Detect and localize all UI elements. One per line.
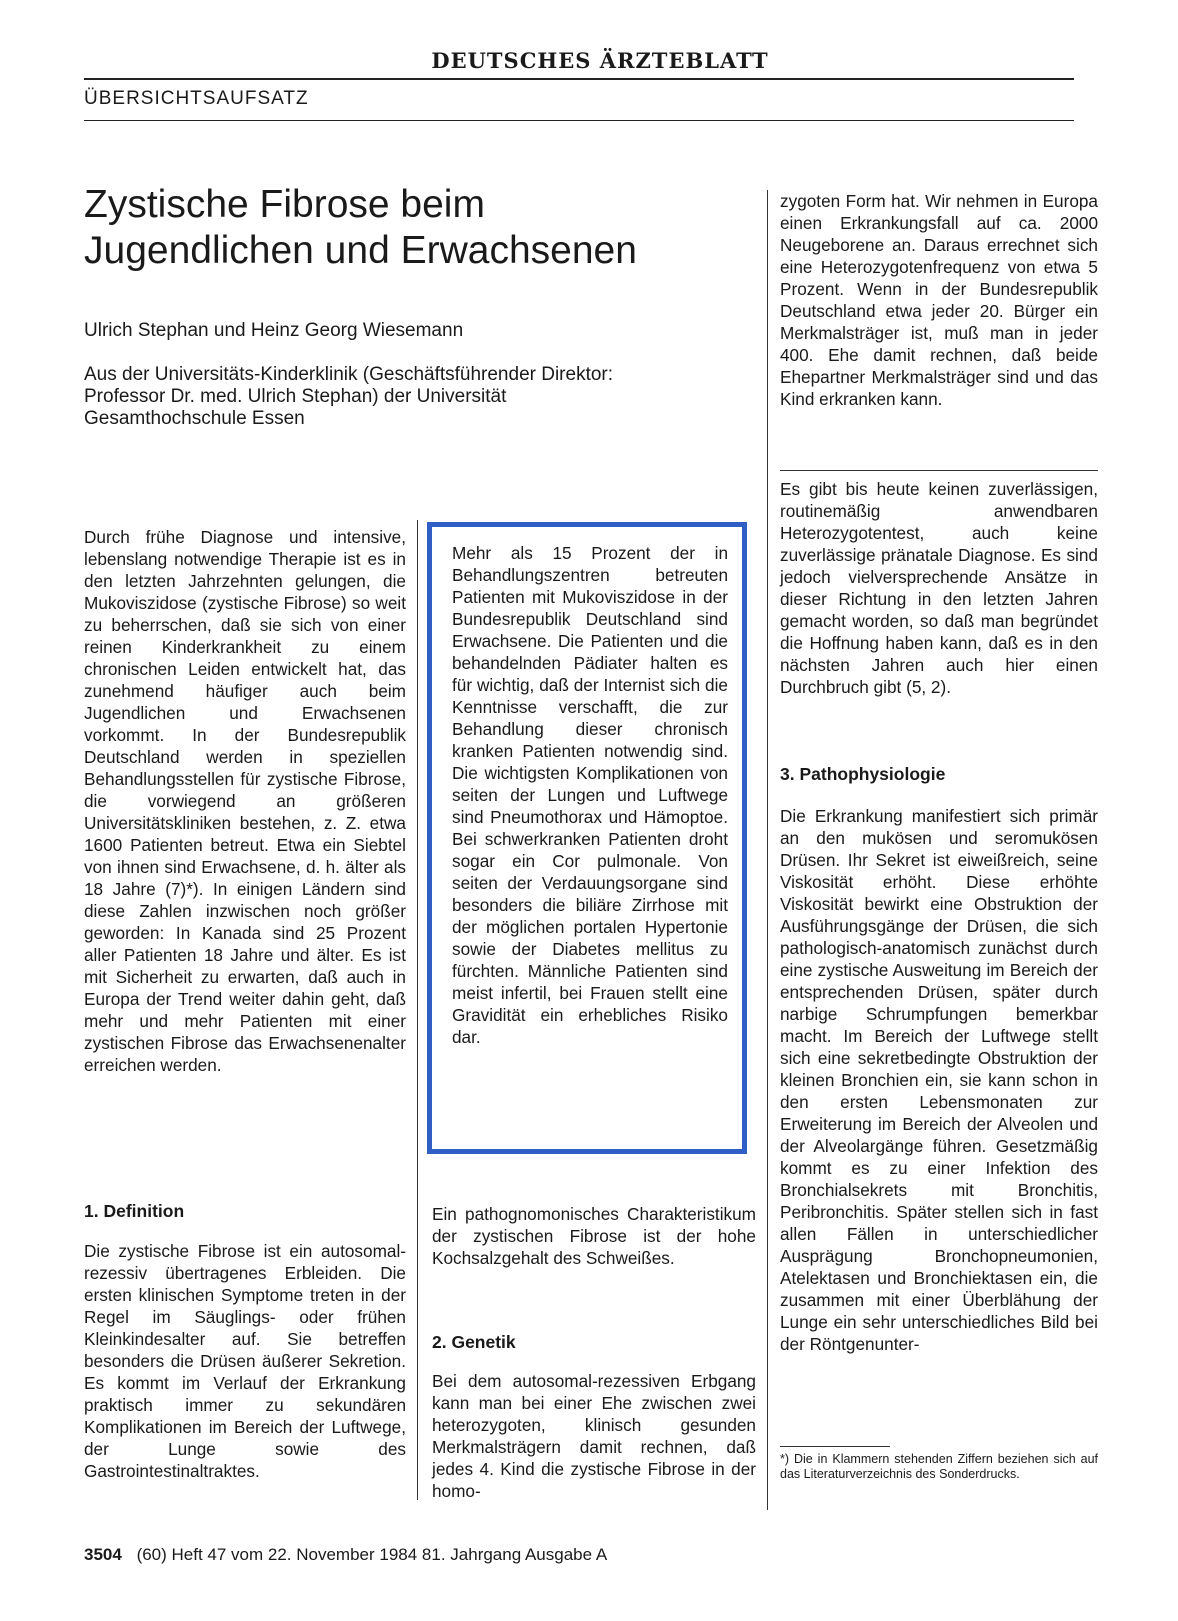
section-3-text: Die Erkrankung manifestiert sich primär an den mukösen und seromukösen Drüsen. Ihr Sekret ist eiweißreich, seine Viskosität erhöht. Diese erhöhte Viskosität bewirkt eine Obstruktion der Ausführungsgänge der Drüsen, die sich pathologisch-anatomisch zunächst durch eine zystische Ausweitung im Bereich der entsprechenden Drüsen, später durch narbige Schrumpfungen bemerkbar macht. Im Bereich der Luftwege stellt sich eine sekretbedingte Obstruktion der kleinen Bronchien ein, sie kann schon in den ersten Lebensmonaten zur Erweiterung im Bereich der Alveolen und der Alveolargänge führen. Gesetzmäßig kommt es zu einer Infektion des Bronchialsekrets mit Bronchitis, Peribronchitis. Später stellen sich in fast allen Fällen in unterschiedlicher Ausprägung Bronchopneumonien, Atelektasen und Bronchiektasen ein, die zusammen mit einer Überblähung der Lunge ein sehr unterschiedliches Bild bei der Röntgenunter- [780,806,1098,1354]
footnote: *) Die in Klammern stehenden Ziffern beziehen sich auf das Literaturverzeichnis des Sonderdrucks. [780,1452,1098,1481]
section-1-text: Die zystische Fibrose ist ein autosomal-rezessiv übertragenes Erbleiden. Die ersten klinischen Symptome treten in der Regel im Säuglings- oder frühen Kleinkindesalter auf. Sie betreffen besonders die Drüsen äußerer Sekretion. Es kommt im Verlauf der Erkrankung praktisch immer zu sekundären Komplikationen im Bereich der Luftwege, der Lunge sowie des Gastrointestinaltraktes. [84,1241,406,1481]
issue-info: (60) Heft 47 vom 22. November 1984 81. Jahrgang Ausgabe A [136,1545,608,1564]
section-2-heading: 2. Genetik [432,1332,516,1352]
genetics-paragraph: Es gibt bis heute keinen zuverlässigen, routinemäßig anwendbaren Heterozygotentest, auch keine zuverlässige pränatale Diagnose. Es sind jedoch vielversprechende Ansätze in dieser Richtung in den letzten Jahren gemacht worden, so daß man begründet die Hoffnung haben kann, daß es in den nächsten Jahren auch hier einen Durchbruch gibt (5, 2). [780,479,1098,697]
header-rule [84,120,1074,121]
page-footer [84,1545,607,1565]
article-title: Zystische Fibrose beim Jugendlichen und Erwachsenen [84,183,637,272]
section-3-heading: 3. Pathophysiologie [780,764,946,784]
masthead-rule [84,78,1074,80]
footnote-rule [780,1446,890,1447]
section-label: ÜBERSICHTSAUFSATZ [84,88,309,109]
summary-box-text: Mehr als 15 Prozent der in Behandlungszentren betreuten Patienten mit Mukoviszidose in der Bundesrepublik Deutschland sind Erwachsene. Die Patienten und die behandelnden Pädiater halten es für wichtig, daß der Internist sich die Kenntnisse verschafft, die zur Behandlung dieser chronisch kranken Patienten notwendig sind. Die wichtigsten Komplikationen von seiten der Lungen und Luftwege sind Pneumothorax und Hämoptoe. Bei schwerkranken Patienten droht sogar ein Cor pulmonale. Von seiten der Verdauungsorgane sind besonders die biliäre Zirrhose mit der möglichen portalen Hypertonie sowie der Diabetes mellitus zu fürchten. Männliche Patienten sind meist infertil, bei Frauen stellt eine Gravidität ein erhebliches Risiko dar. [452,543,728,1047]
intro-paragraph: Durch frühe Diagnose und intensive, lebenslang notwendige Therapie ist es in den letzten Jahrzehnten gelungen, die Mukoviszidose (zystische Fibrose) so weit zu beherrschen, daß sie sich von einer reinen Kinderkrankheit zu einem chronischen Leiden entwickelt hat, das zunehmend häufiger auch beim Jugendlichen und Erwachsenen vorkommt. In der Bundesrepublik Deutschland werden in speziellen Behandlungsstellen für zystische Fibrose, die vorwiegend an größeren Universitätskliniken bestehen, z. Z. etwa 1600 Patienten betreut. Etwa ein Siebtel von ihnen sind Erwachsene, d. h. älter als 18 Jahre (7)*). In einigen Ländern sind diese Zahlen inzwischen noch größer geworden: In Kanada sind 25 Prozent aller Patienten 18 Jahre und älter. Es ist mit Sicherheit zu erwarten, daß auch in Europa der Trend weiter dahin geht, daß mehr und mehr Patienten mit einer zystischen Fibrose das Erwachsenenalter erreichen werden. [84,527,406,1075]
column-divider [767,190,768,1510]
section-2-text: Bei dem autosomal-rezessiven Erbgang kann man bei einer Ehe zwischen zwei heterozygoten, klinisch gesunden Merkmalsträgern damit rechnen, daß jedes 4. Kind die zystische Fibrose in der homo- [432,1371,756,1501]
paragraph-divider [780,470,1098,471]
genetics-continuation: zygoten Form hat. Wir nehmen in Europa einen Erkrankungsfall auf ca. 2000 Neugeborene an. Daraus errechnet sich eine Heterozygotenfrequenz von etwa 5 Prozent. Wenn in der Bundesrepublik Deutschland etwa jeder 20. Bürger ein Merkmalsträger ist, muß man in jeder 400. Ehe damit rechnen, daß beide Ehepartner Merkmalsträger sind und das Kind erkranken kann. [780,191,1098,409]
authors: Ulrich Stephan und Heinz Georg Wiesemann [84,320,464,341]
affiliation: Aus der Universitäts-Kinderklinik (Geschäftsführender Direktor: Professor Dr. med. Ulrich Stephan) der Universität Gesamthochschule Essen [84,364,614,429]
section-1-heading: 1. Definition [84,1201,185,1221]
section-1-continuation: Ein pathognomonisches Charakteristikum der zystischen Fibrose ist der hohe Kochsalzgehalt des Schweißes. [432,1204,756,1268]
page-number: 3504 [84,1545,122,1564]
column-divider [417,520,418,1500]
masthead: DEUTSCHES ÄRZTEBLATT [431,48,769,73]
